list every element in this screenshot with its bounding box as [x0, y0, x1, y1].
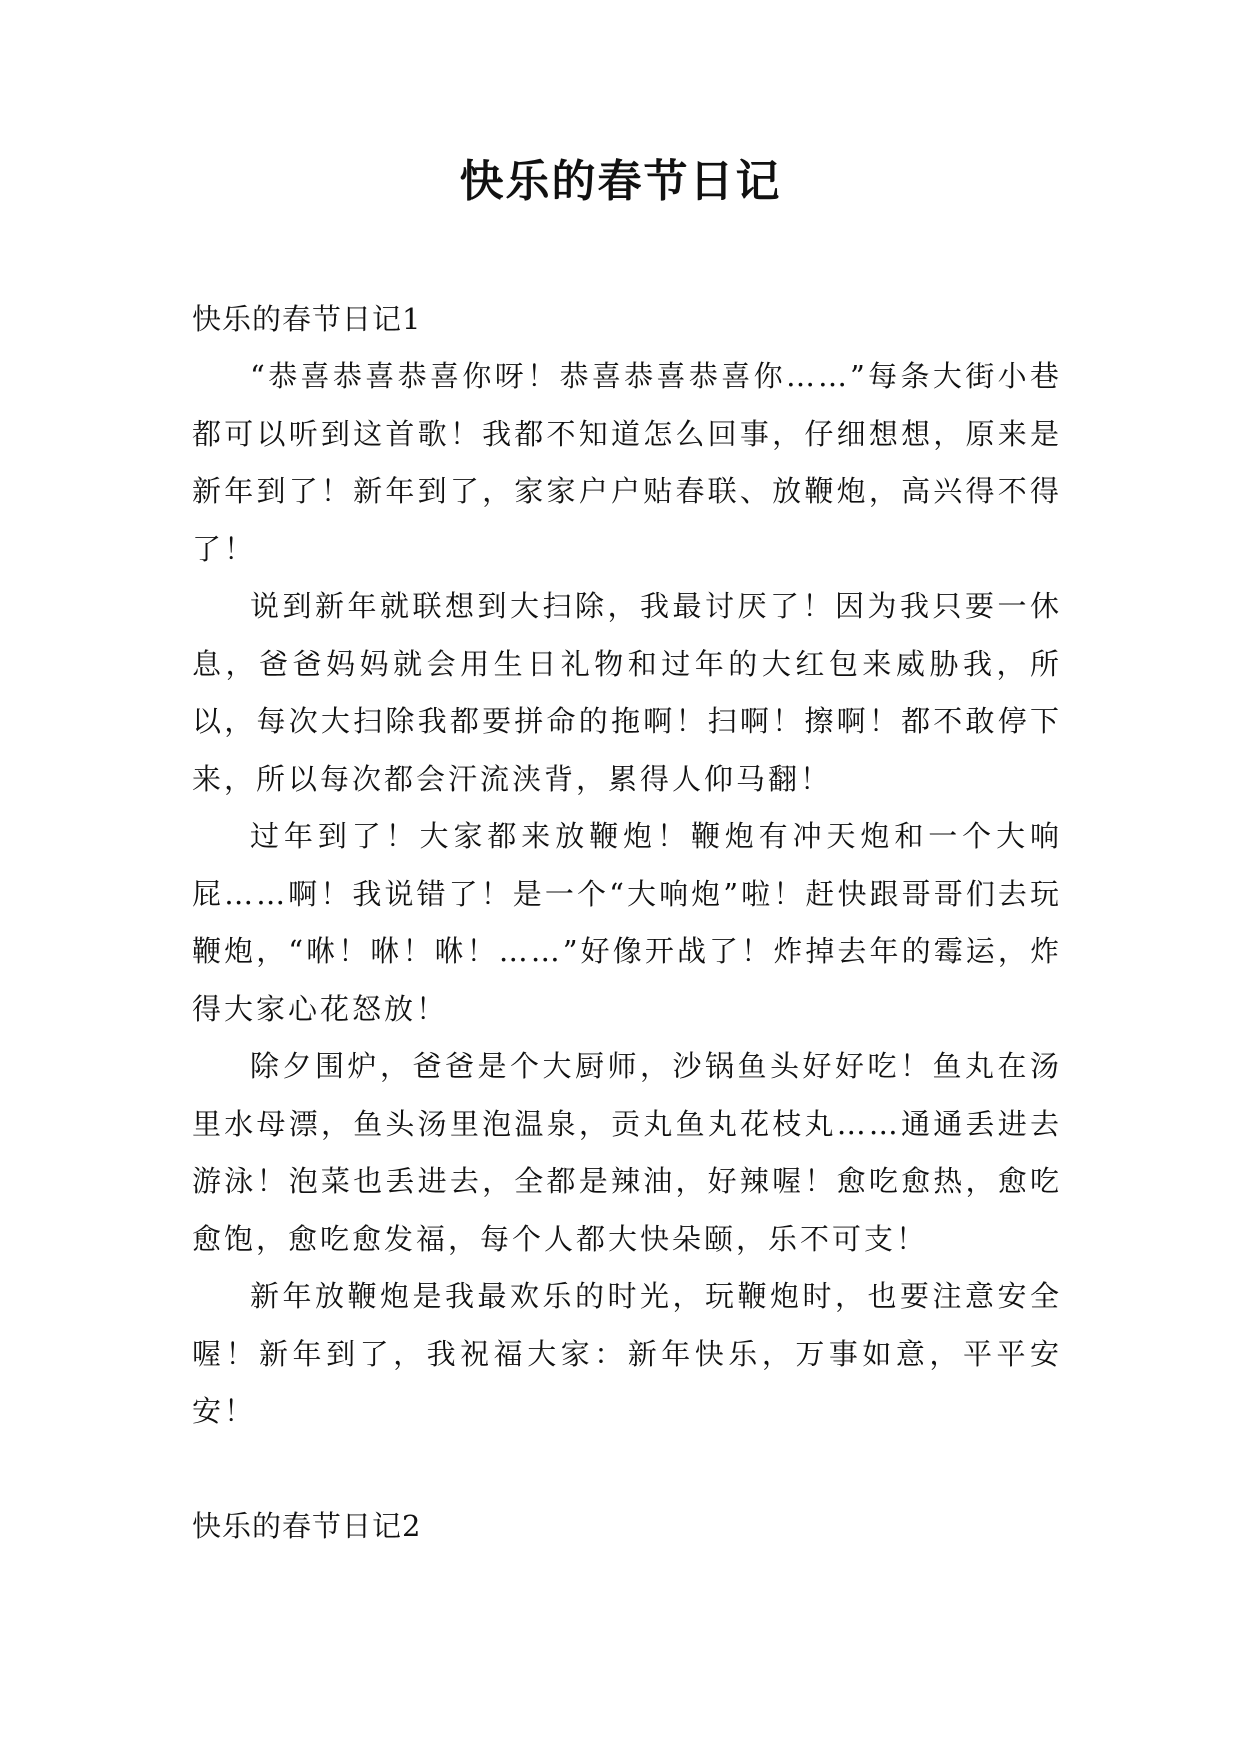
document-title: 快乐的春节日记: [459, 156, 782, 207]
entry-1-paragraph-3: 过年到了！大家都来放鞭炮！鞭炮有冲天炮和一个大响屁……啊！我说错了！是一个“大响炮”啦！赶快跟哥哥们去玩鞭炮，“咻！咻！咻！……”好像开战了！炸掉去年的霉运，炸得大家心花怒放！: [192, 819, 1062, 1026]
entry-1-paragraph-4: 除夕围炉，爸爸是个大厨师，沙锅鱼头好好吃！鱼丸在汤里水母漂，鱼头汤里泡温泉，贡丸鱼丸花枝丸……通通丢进去游泳！泡菜也丢进去，全都是辣油，好辣喔！愈吃愈热，愈吃愈饱，愈吃愈发福，每个人都大快朵颐，乐不可支！: [192, 1049, 1062, 1256]
entry-heading-1: 快乐的春节日记1: [192, 302, 422, 336]
section-spacer: [192, 1441, 1062, 1497]
entry-heading-2: 快乐的春节日记2: [192, 1508, 422, 1543]
entry-1-paragraph-2: 说到新年就联想到大扫除，我最讨厌了！因为我只要一休息，爸爸妈妈就会用生日礼物和过年的大红包来威胁我，所以，每次大扫除我都要拼命的拖啊！扫啊！擦啊！都不敢停下来，所以每次都会汗流浃背，累得人仰马翻！: [192, 589, 1062, 796]
document-body: [192, 290, 1062, 1555]
entry-1-paragraph-1: “恭喜恭喜恭喜你呀！恭喜恭喜恭喜你……”每条大街小巷都可以听到这首歌！我都不知道怎么回事，仔细想想，原来是新年到了！新年到了，家家户户贴春联、放鞭炮，高兴得不得了！: [192, 359, 1062, 566]
entry-1-paragraph-5: 新年放鞭炮是我最欢乐的时光，玩鞭炮时，也要注意安全喔！新年到了，我祝福大家：新年快乐，万事如意，平平安安！: [192, 1279, 1062, 1428]
